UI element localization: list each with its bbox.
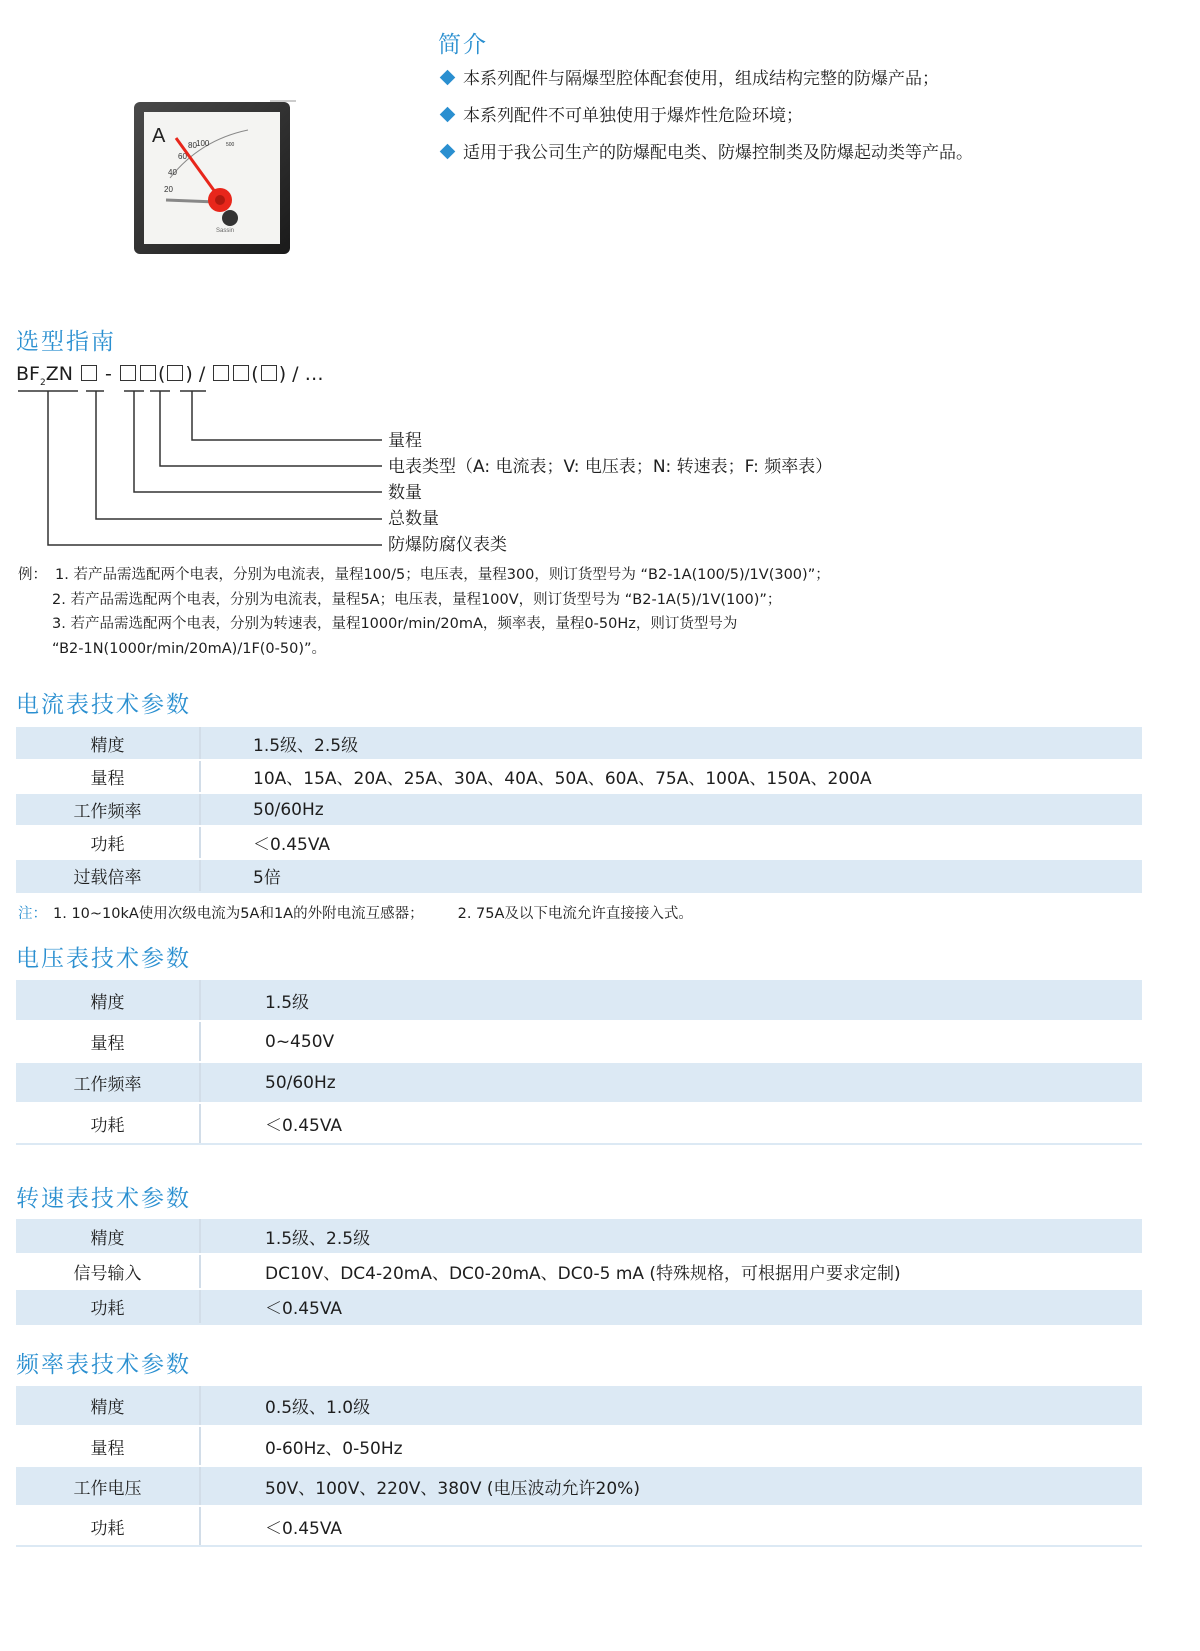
tachometer-spec-table [16, 1219, 1142, 1325]
meter-terminal [270, 100, 296, 102]
ammeter-title: 电流表技术参数 [16, 692, 191, 718]
meter-scale-label: 100 [196, 139, 210, 148]
placeholder-box [167, 365, 183, 381]
model-legend [388, 428, 832, 558]
model-code: $BF_2ZN$ - ( ) / ( ) / … [16, 363, 324, 388]
legend-range: 量程 [388, 431, 422, 451]
example-1: 1. 若产品需选配两个电表，分别为电流表，量程100/5；电压表，量程300，则订货型号为 “B2-1A(100/5)/1V(300)”； [55, 567, 830, 583]
ammeter-note: 注： 1. 10~10kA使用次级电流为5A和1A的外附电流互感器； 2. 75A及以下电流允许直接接入式。 [18, 906, 693, 922]
leader-line-quantity [134, 391, 382, 492]
table-row: 功耗 ＜0.45VA [16, 826, 1142, 859]
table-row: 精度 0.5级、1.0级 [16, 1386, 1142, 1426]
diamond-bullet-icon [440, 144, 456, 160]
model-leader-lines [0, 385, 400, 550]
diamond-bullet-icon [440, 107, 456, 123]
legend-quantity: 数量 [388, 483, 422, 503]
voltmeter-spec-table [16, 980, 1142, 1145]
table-row: 工作频率 50/60Hz [16, 793, 1142, 826]
leader-line-category [48, 391, 382, 545]
leader-line-type [160, 391, 382, 466]
example-2: 2. 若产品需选配两个电表，分别为电流表，量程5A；电压表，量程100V，则订货型号为 “B2-1A(5)/1V(100)”； [52, 591, 782, 608]
frequency-spec-table [16, 1386, 1142, 1547]
placeholder-box [120, 365, 136, 381]
leader-line-range [192, 391, 382, 440]
placeholder-box [81, 365, 97, 381]
table-row: 过载倍率 5倍 [16, 859, 1142, 892]
meter-adjust-screw [222, 210, 238, 226]
diamond-bullet-icon [440, 70, 456, 86]
list-item: 本系列配件不可单独使用于爆炸性危险环境； [440, 98, 973, 135]
meter-scale-label: 80 [188, 141, 197, 150]
legend-meter-type: 电表类型（A: 电流表；V: 电压表；N: 转速表；F: 频率表） [388, 457, 833, 477]
table-row: 精度 1.5级、2.5级 [16, 1219, 1142, 1254]
meter-scale-label: 20 [164, 185, 173, 194]
placeholder-box [261, 365, 277, 381]
meter-unit-label: A [152, 125, 166, 147]
list-item: 本系列配件与隔爆型腔体配套使用，组成结构完整的防爆产品； [440, 61, 973, 98]
leader-line-total [96, 391, 382, 519]
table-row: 精度 1.5级、2.5级 [16, 727, 1142, 760]
placeholder-box [233, 365, 249, 381]
table-row: 功耗 ＜0.45VA [16, 1103, 1142, 1144]
table-row: 信号输入 DC10V、DC4-20mA、DC0-20mA、DC0-5 mA (特殊规格，可根据用户要求定制) [16, 1254, 1142, 1289]
table-row: 功耗 ＜0.45VA [16, 1506, 1142, 1546]
ammeter-spec-table [16, 727, 1142, 893]
table-row: 量程 0~450V [16, 1021, 1142, 1062]
legend-total-quantity: 总数量 [388, 509, 439, 529]
meter-scale-label: 40 [168, 168, 177, 177]
example-3: 3. 若产品需选配两个电表，分别为转速表，量程1000r/min/20mA，频率表，量程0-50Hz，则订货型号为 [52, 616, 738, 632]
meter-knob-center [215, 195, 225, 205]
panel-meter-image [130, 100, 310, 274]
table-row: 量程 0-60Hz、0-50Hz [16, 1426, 1142, 1466]
table-row: 精度 1.5级 [16, 980, 1142, 1021]
order-examples: 例： 1. 若产品需选配两个电表，分别为电流表，量程100/5；电压表，量程300，则订货型号为 “B2-1A(100/5)/1V(300)”； 2. 若产品需选配两个电表，分别为电流表，量程5A；电压表，量程100V，则订货型号为 “B2-1A(5)/1V(100)”； 3. 若产品需选配两个电表，分别为转速表，量程1000r/min/20mA，频率表，量程0-50Hz，则订货型号为 “B2-1N(1000r/min/20mA)/1F(0-50)”。 [18, 563, 830, 661]
meter-brand: Sassin [216, 228, 235, 234]
intro-list [440, 61, 973, 172]
voltmeter-title: 电压表技术参数 [16, 946, 191, 972]
placeholder-box [140, 365, 156, 381]
meter-scale-label: 60 [178, 152, 187, 161]
intro-title: 简介 [438, 32, 488, 58]
table-row: 工作频率 50/60Hz [16, 1062, 1142, 1103]
list-item: 适用于我公司生产的防爆配电类、防爆控制类及防爆起动类等产品。 [440, 135, 973, 172]
example-3-cont: “B2-1N(1000r/min/20mA)/1F(0-50)”。 [52, 640, 327, 657]
table-row: 功耗 ＜0.45VA [16, 1289, 1142, 1324]
placeholder-box [213, 365, 229, 381]
legend-category: 防爆防腐仪表类 [388, 535, 507, 555]
meter-scale-label: 500 [226, 142, 235, 148]
selection-title: 选型指南 [16, 329, 116, 355]
frequency-title: 频率表技术参数 [16, 1352, 191, 1378]
tachometer-title: 转速表技术参数 [16, 1186, 191, 1212]
table-row: 量程 10A、15A、20A、25A、30A、40A、50A、60A、75A、100A、150A、200A [16, 760, 1142, 793]
table-row: 工作电压 50V、100V、220V、380V (电压波动允许20%) [16, 1466, 1142, 1506]
